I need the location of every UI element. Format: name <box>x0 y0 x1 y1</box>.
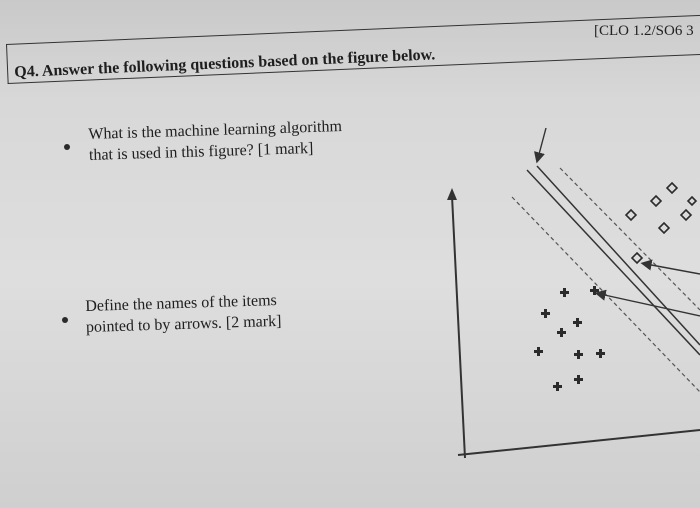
diamond-icon <box>681 210 691 220</box>
clo-tag: [CLO 1.2/SO6 3 <box>594 23 694 39</box>
diamond-icon <box>688 197 696 205</box>
class-b-points <box>626 183 696 263</box>
diamond-icon <box>659 223 669 233</box>
margin-line-upper <box>560 168 700 310</box>
question-1-line-1: What is the machine learning algorithm <box>88 118 343 143</box>
arrow-support-vector-icon <box>600 294 700 316</box>
y-axis-arrowhead <box>447 188 457 200</box>
question-2-line-1: Define the names of the items <box>85 291 278 315</box>
plus-icon <box>557 328 566 337</box>
plus-icon <box>560 288 569 297</box>
plus-icon <box>573 318 582 327</box>
x-axis <box>458 430 700 455</box>
arrow-support-vector-icon <box>646 264 700 274</box>
plus-icon <box>590 286 599 295</box>
diamond-icon <box>626 210 636 220</box>
hyperplane-line <box>537 166 700 345</box>
plus-icon <box>574 375 583 384</box>
diamond-icon <box>651 196 661 206</box>
plus-icon <box>596 349 605 358</box>
margin-line-lower <box>512 197 700 392</box>
question-1-line-2: that is used in this figure? [1 mark] <box>88 139 314 164</box>
question-title: Q4. Answer the following questions based on the figure below. <box>14 46 436 81</box>
hyperplane-line <box>527 170 700 355</box>
diamond-icon <box>667 183 677 193</box>
y-axis <box>452 196 465 458</box>
plus-icon <box>553 382 562 391</box>
plus-icon <box>541 309 550 318</box>
class-a-points <box>534 286 605 391</box>
arrow-hyperplane-icon <box>538 128 546 158</box>
diamond-icon <box>632 253 642 263</box>
question-2-line-2: pointed to by arrows. [2 mark] <box>85 312 282 336</box>
plus-icon <box>574 350 583 359</box>
plus-icon <box>534 347 543 356</box>
